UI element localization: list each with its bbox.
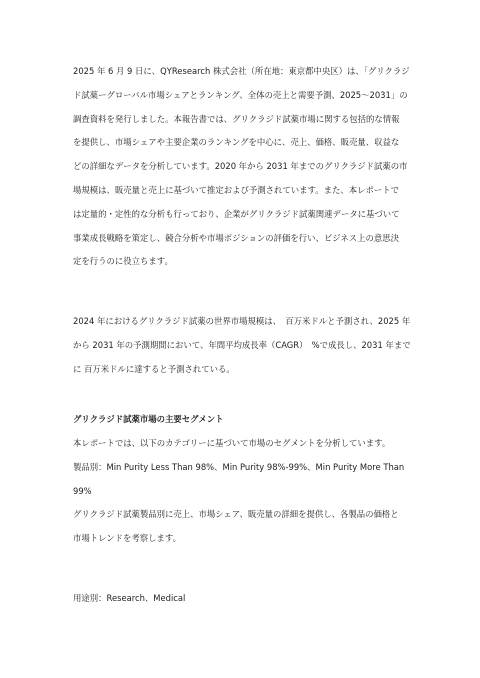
text-line: ド試薬ーグローバル市場シェアとランキング、全体の売上と需要予測、2025〜2031」の xyxy=(73,89,408,100)
market-size-paragraph xyxy=(73,310,411,381)
text-line: 調査資料を発行しました。本報告書では、グリクラジド試薬市場に関する包括的な情報 xyxy=(73,113,400,124)
text-line: に 百万米ドルに達すると予測されている。 xyxy=(73,363,235,374)
text-line: 事業成長戦略を策定し、競合分析や市場ポジションの評価を行い、ビジネス上の意思決 xyxy=(73,232,399,243)
text-line: 定を行うのに役立ちます。 xyxy=(73,256,173,267)
text-line: から 2031 年の予測期間において、年間平均成長率（CAGR） %で成長し、2031 年まで xyxy=(73,339,411,350)
application-paragraph xyxy=(73,587,411,611)
text-line: 2024 年におけるグリクラジド試薬の世界市場規模は、 百万米ドルと予測され、2025 年 xyxy=(73,316,411,326)
text-line: グリクラジド試薬製品別に売上、市場シェア、販売量の詳細を提供し、各製品の価格と xyxy=(73,509,399,520)
text-line: 市場トレンドを考察します。 xyxy=(73,533,181,544)
text-line: どの詳細なデータを分析しています。2020 年から 2031 年までのグリクラジド試薬の市 xyxy=(73,161,408,172)
text-line: 用途別：Research、Medical xyxy=(73,593,186,603)
intro-paragraph xyxy=(73,60,411,274)
text-line: 場規模は、販売量と売上に基づいて推定および予測されています。また、本レポートで xyxy=(73,184,399,195)
text-line: を提供し、市場シェアや主要企業のランキングを中心に、売上、価格、販売量、収益な xyxy=(73,137,400,148)
text-line: 99% xyxy=(73,485,92,496)
segment-heading: グリクラジド試薬市場の主要セグメント xyxy=(73,414,224,424)
text-line: 本レポートでは、以下のカテゴリーに基づいて市場のセグメントを分析しています。 xyxy=(73,438,391,448)
text-line: 製品別：Min Purity Less Than 98%、Min Purity 98%-99%、Min Purity More Than xyxy=(73,461,405,472)
text-line: は定量的・定性的な分析も行っており、企業がグリクラジド試薬関連データに基づいて xyxy=(73,208,400,219)
text-line: 2025 年 6 月 9 日に、QYResearch 株式会社（所在地：東京都中央区）は、「グリクラジ xyxy=(73,66,410,76)
segment-paragraph xyxy=(73,432,411,551)
